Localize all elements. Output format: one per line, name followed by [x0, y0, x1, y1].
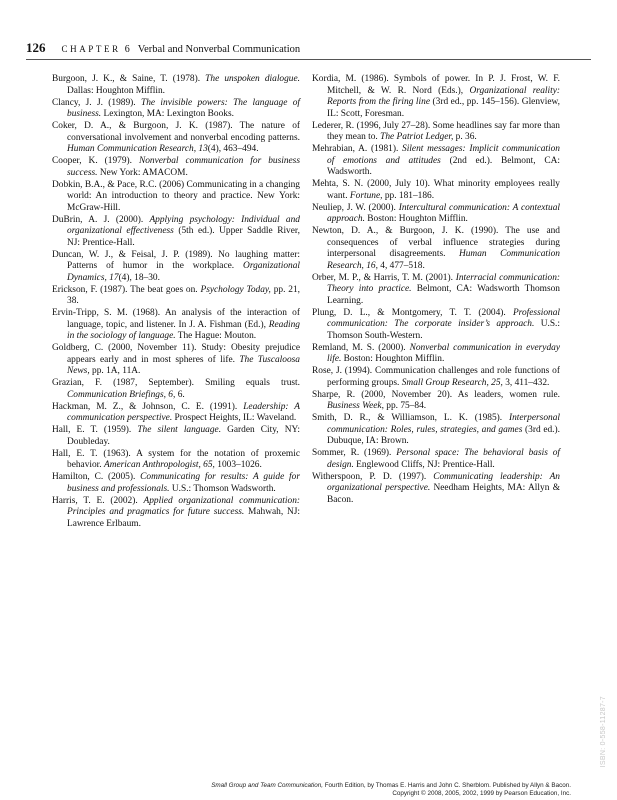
reference-entry	[312, 226, 560, 272]
reference-title: American Anthropologist, 65,	[103, 460, 215, 470]
reference-title: The invisible powers: The language of business.	[67, 97, 300, 119]
reference-publication: Prospect Heights, IL: Waveland.	[172, 413, 297, 423]
reference-entry	[312, 413, 560, 448]
reference-text: Erickson, F. (1987). The beat goes on.	[52, 284, 201, 295]
reference-text: Hall, E. T. (1959).	[52, 425, 138, 435]
reference-entry	[52, 308, 300, 343]
reference-text: DuBrin, A. J. (2000).	[52, 214, 150, 225]
reference-entry	[312, 74, 560, 120]
reference-title: Applied organizational communication: Principles and pragmatics for future success.	[67, 495, 301, 517]
reference-text: Witherspoon, P. D. (1997).	[312, 471, 434, 482]
reference-entry	[52, 343, 300, 378]
reference-publication: U.S.: Thomson Wadsworth.	[169, 483, 276, 494]
reference-entry	[312, 343, 560, 366]
reference-title: The Patriot Ledger,	[380, 132, 454, 142]
reference-title: Leadership: A communication perspective.	[67, 401, 301, 423]
reference-text: Coker, D. A., & Burgoon, J. K. (1987). The nature of conversational involvement and nonverbal encoding patterns.	[52, 121, 300, 143]
reference-text: Dobkin, B.A., & Pace, R.C. (2006) Communicating in a changing world: An introduction to theory and practice. New York: McGraw-Hill.	[52, 179, 300, 213]
reference-text: Sharpe, R. (2000, November 20). As leaders, women rule.	[312, 389, 560, 400]
reference-publication: Needham Heights, MA: Allyn & Bacon.	[327, 483, 560, 505]
reference-entry	[52, 98, 300, 121]
reference-publication: The Hague: Mouton.	[175, 331, 257, 341]
footer-copyright: Copyright © 2008, 2005, 2002, 1999 by Pearson Education, Inc.	[392, 790, 571, 797]
reference-entry	[312, 121, 560, 144]
chapter-title: Verbal and Nonverbal Communication	[137, 44, 301, 55]
reference-entry	[312, 390, 560, 413]
reference-title: Personal space: The behavioral basis of design.	[327, 448, 560, 470]
reference-entry	[52, 285, 300, 308]
reference-text: Orber, M. P., & Harris, T. M. (2001).	[312, 272, 456, 283]
reference-text: Hall, E. T. (1963). A system for the notation of proxemic behavior.	[52, 448, 300, 470]
reference-publication: Mahwah, NJ: Lawrence Erlbaum.	[67, 507, 301, 529]
reference-publication: pp. 1A, 11A.	[89, 366, 141, 376]
reference-text: Kordia, M. (1986). Symbols of power. In P. J. Frost, W. F. Mitchell, & W. R. Nord (Eds.),	[312, 74, 560, 96]
reference-entry	[312, 308, 560, 343]
isbn-watermark: ISBN: 0-558-11287-7	[600, 696, 607, 768]
reference-text: Hackman, M. Z., & Johnson, C. E. (1991).	[52, 401, 244, 412]
reference-title: Human Communication Research, 16,	[327, 249, 560, 271]
reference-text: Clancy, J. J. (1989).	[52, 97, 141, 108]
reference-text: Duncan, W. J., & Feisal, J. P. (1989). No laughing matter: Patterns of humor in the workplace.	[52, 249, 300, 271]
reference-publication: Boston: Houghton Mifflin.	[364, 214, 468, 224]
reference-entry	[52, 402, 300, 425]
reference-publication: (5th ed.). Upper Saddle River, NJ: Prentice-Hall.	[67, 226, 300, 248]
reference-text: Mehrabian, A. (1981).	[312, 144, 403, 154]
reference-title: Nonverbal communication in everyday life.	[327, 342, 560, 364]
reference-title: The Tuscaloosa News,	[67, 354, 300, 376]
reference-publication: Englewood Cliffs, NJ: Prentice-Hall.	[353, 459, 495, 470]
reference-entry	[312, 448, 560, 471]
reference-title: Communicating for results: A guide for business and professionals.	[67, 472, 300, 494]
reference-publication: pp. 21, 38.	[67, 284, 300, 306]
reference-entry	[52, 156, 300, 179]
reference-text: Goldberg, C. (2000, November 11). Study: Obesity prejudice appears early and in most spheres of life.	[52, 343, 300, 365]
chapter-number: 6	[124, 44, 130, 55]
reference-title: Nonverbal communication for business success.	[67, 156, 300, 178]
reference-title: Organizational reality: Reports from the firing line	[327, 85, 561, 107]
reference-title: Small Group Research, 25,	[401, 377, 503, 388]
reference-text: Smith, D. R., & Williamson, L. K. (1985).	[312, 413, 509, 423]
reference-text: Lederer, R. (1996, July 27–28). Some headlines say far more than they mean to.	[312, 120, 560, 142]
reference-title: Interracial communication: Theory into practice.	[327, 272, 560, 294]
reference-publication: U.S.: Thomson South-Western.	[327, 319, 560, 341]
reference-publication: Lexington, MA: Lexington Books.	[101, 109, 234, 119]
reference-title: Communication Briefings, 6,	[67, 389, 176, 400]
reference-publication: (4), 18–30.	[118, 272, 160, 283]
reference-text: Burgoon, J. K., & Saine, T. (1978).	[52, 74, 206, 84]
page-footer	[211, 782, 571, 798]
page-number: 126	[26, 40, 46, 55]
reference-title: Intercultural communication: A contextual approach.	[327, 202, 561, 224]
reference-text: Grazian, F. (1987, September). Smiling equals trust.	[52, 378, 300, 388]
reference-entry	[312, 273, 560, 308]
reference-publication: (2nd ed.). Belmont, CA: Wadsworth.	[327, 155, 560, 177]
reference-title: Reading in the sociology of language.	[67, 319, 300, 341]
references-left-column	[52, 74, 300, 531]
reference-publication: pp. 75–84.	[383, 401, 427, 411]
reference-publication: 1003–1026.	[214, 460, 262, 470]
reference-title: Professional communication: The corporate insider’s approach.	[327, 307, 560, 329]
reference-entry	[52, 250, 300, 285]
reference-publication: 3, 411–432.	[502, 377, 550, 388]
footer-book-title: Small Group and Team Communication,	[211, 782, 323, 789]
reference-publication: p. 36.	[453, 132, 477, 142]
reference-title: Interpersonal communication: Roles, rules, strategies, and games	[327, 413, 560, 435]
reference-entry	[52, 121, 300, 156]
reference-text: Remland, M. S. (2000).	[312, 342, 410, 353]
reference-text: Newton, D. A., & Burgoon, J. K. (1990). The use and consequences of verbal influence strategies during interpersonal disagreements.	[312, 226, 560, 259]
reference-title: Human Communication Research, 13	[67, 144, 208, 154]
header-rule	[26, 59, 591, 60]
reference-title: The silent language.	[137, 425, 222, 435]
reference-title: Business Week,	[327, 401, 384, 411]
reference-text: Rose, J. (1994). Communication challenges and role functions of performing groups.	[312, 366, 560, 388]
reference-publication: Boston: Houghton Mifflin.	[341, 354, 445, 364]
reference-title: Psychology Today,	[200, 284, 271, 295]
reference-publication: Garden City, NY: Doubleday.	[67, 425, 300, 447]
reference-entry	[312, 366, 560, 389]
reference-title: Silent messages: Implicit communication of emotions and attitudes	[327, 144, 560, 166]
reference-text: Neuliep, J. W. (2000).	[312, 202, 399, 213]
reference-publication: New York: AMACOM.	[97, 167, 188, 178]
reference-entry	[52, 180, 300, 215]
reference-entry	[312, 144, 560, 179]
reference-entry	[52, 378, 300, 401]
reference-entry	[52, 449, 300, 472]
reference-text: Hamilton, C. (2005).	[52, 472, 141, 482]
reference-publication: Belmont, CA: Wadsworth Thomson Learning.	[327, 284, 560, 306]
chapter-label: CHAPTER	[61, 44, 121, 54]
reference-publication: pp. 181–186.	[382, 190, 435, 201]
reference-publication: 4, 477–518.	[377, 260, 425, 271]
reference-entry	[52, 496, 300, 531]
reference-text: Plung, D. L., & Montgomery, T. T. (2004).	[312, 307, 513, 318]
reference-title: Fortune,	[349, 190, 383, 201]
reference-entry	[52, 74, 300, 97]
reference-publication: (4), 463–494.	[207, 144, 259, 154]
reference-text: Harris, T. E. (2002).	[52, 495, 144, 506]
reference-text: Mehta, S. N. (2000, July 10). What minority employees really want.	[312, 179, 560, 201]
footer-publication: Fourth Edition, by Thomas E. Harris and John C. Sherblom. Published by Allyn & Bacon.	[322, 782, 571, 789]
reference-entry	[312, 472, 560, 507]
reference-entry	[312, 179, 560, 202]
reference-entry	[52, 472, 300, 495]
reference-text: Sommer, R. (1969).	[312, 448, 397, 458]
reference-publication: (3rd ed.). Dubuque, IA: Brown.	[327, 424, 560, 446]
references-right-column	[312, 74, 560, 507]
reference-entry	[52, 215, 300, 250]
reference-entry	[52, 425, 300, 448]
reference-text: Cooper, K. (1979).	[52, 156, 139, 166]
reference-title: The unspoken dialogue.	[205, 74, 300, 84]
reference-title: Organizational Dynamics, 17	[67, 261, 300, 283]
reference-title: Applying psychology: Individual and organizational effectiveness	[67, 214, 300, 236]
footer-line-1	[211, 782, 571, 790]
reference-title: Communicating leadership: An organizational perspective.	[327, 471, 560, 493]
reference-text: Ervin-Tripp, S. M. (1968). An analysis of the interaction of language, topic, and listener. In J. A. Fishman (Ed.),	[52, 308, 300, 330]
reference-publication: 6.	[175, 389, 185, 400]
reference-entry	[312, 203, 560, 226]
reference-publication: Dallas: Houghton Mifflin.	[67, 85, 165, 96]
reference-publication: (3rd ed., pp. 145–156). Glenview, IL: Scott, Foresman.	[327, 97, 560, 119]
running-header	[26, 40, 300, 56]
